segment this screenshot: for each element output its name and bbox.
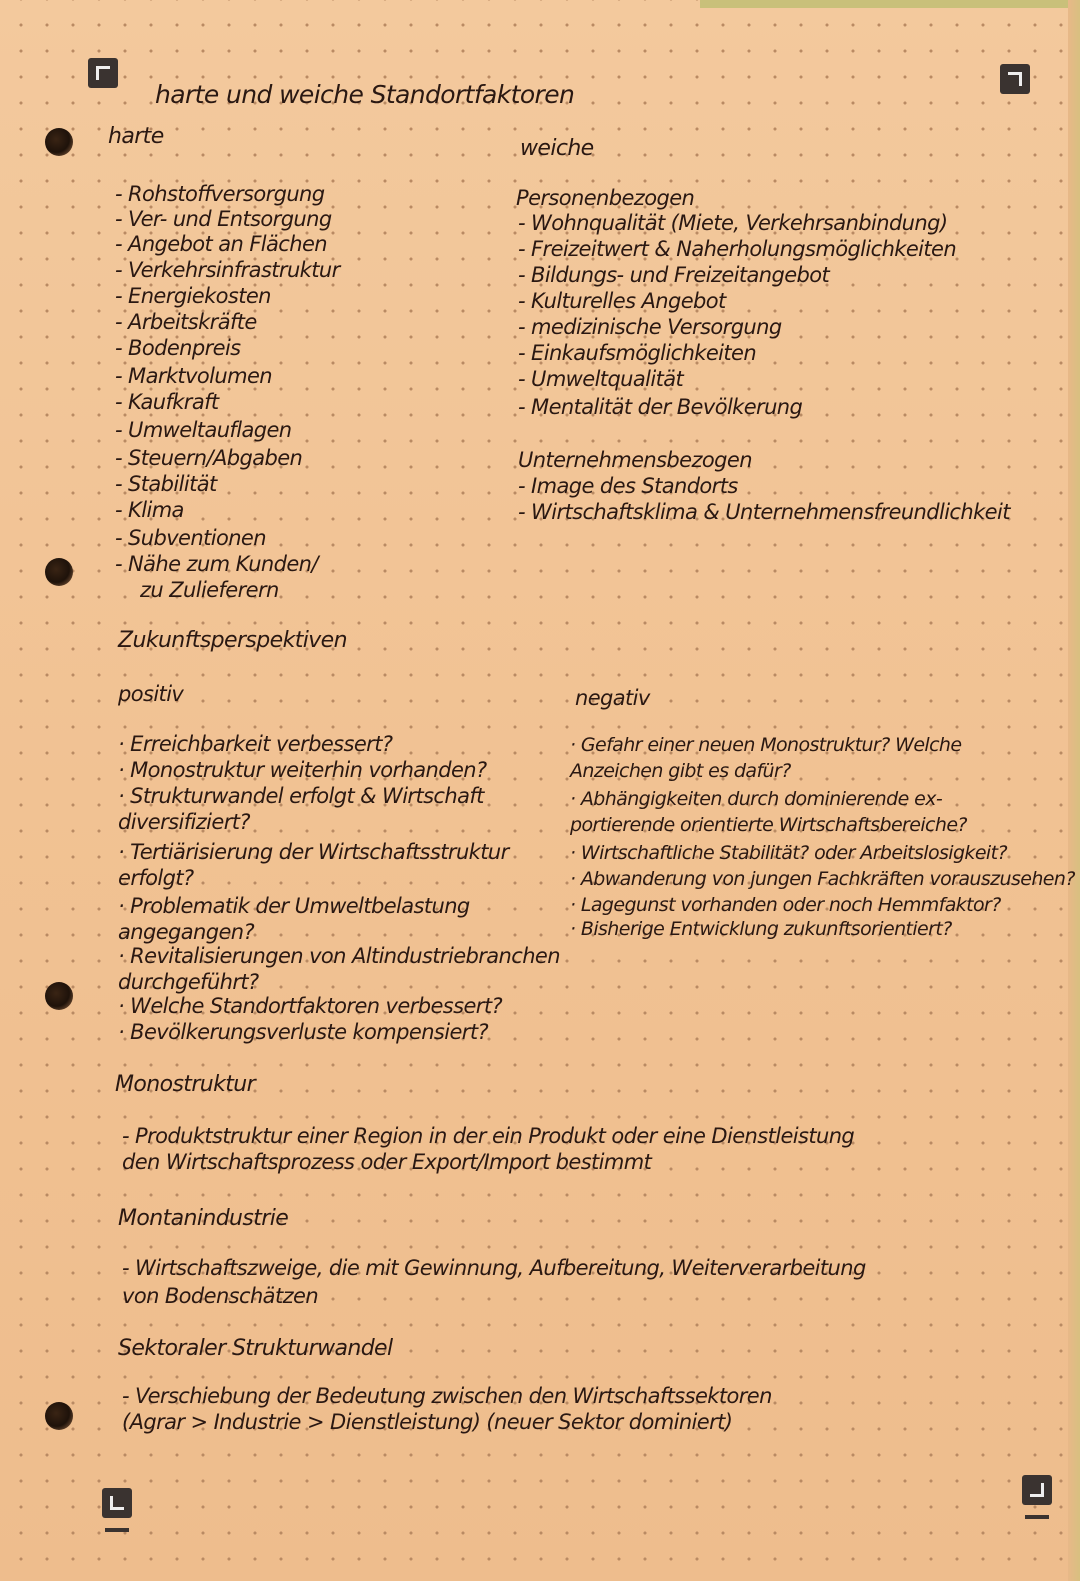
list-item: - Kaufkraft	[115, 390, 219, 414]
list-item: portierende orientierte Wirtschaftsbereiche?	[570, 814, 967, 836]
list-item: angegangen?	[118, 920, 255, 944]
punch-hole	[45, 982, 73, 1010]
list-item: · Monostruktur weiterhin vorhanden?	[118, 758, 487, 782]
list-item: · Strukturwandel erfolgt & Wirtschaft	[118, 784, 484, 808]
list-item: zu Zulieferern	[140, 578, 279, 602]
corner-marker-icon	[102, 1488, 132, 1518]
definition-term: Montanindustrie	[118, 1206, 289, 1231]
definition-term: Monostruktur	[115, 1072, 256, 1097]
list-item: · Welche Standortfaktoren verbessert?	[118, 994, 502, 1018]
list-item: durchgeführt?	[118, 970, 259, 994]
list-item: - Mentalität der Bevölkerung	[518, 395, 803, 419]
list-item: - Energiekosten	[115, 284, 271, 308]
personal-heading: Personenbezogen	[516, 186, 695, 210]
list-item: · Bevölkerungsverluste kompensiert?	[118, 1020, 489, 1044]
list-item: - Subventionen	[115, 526, 266, 550]
list-item: diversifiziert?	[118, 810, 250, 834]
punch-hole	[45, 558, 73, 586]
punch-hole	[45, 128, 73, 156]
hard-heading: harte	[108, 124, 164, 149]
definition-line: - Wirtschaftszweige, die mit Gewinnung, Aufbereitung, Weiterverarbeitung	[122, 1256, 866, 1280]
list-item: - Rohstoffversorgung	[115, 182, 325, 206]
page-title: harte und weiche Standortfaktoren	[155, 80, 575, 109]
definition-line: - Verschiebung der Bedeutung zwischen den Wirtschaftssektoren	[122, 1384, 772, 1408]
corner-bar	[1025, 1515, 1049, 1519]
list-item: · Problematik der Umweltbelastung	[118, 894, 470, 918]
negative-heading: negativ	[575, 686, 650, 710]
corner-marker-icon	[88, 58, 118, 88]
list-item: - Verkehrsinfrastruktur	[115, 258, 340, 282]
corner-marker-icon	[1000, 64, 1030, 94]
corner-marker-icon	[1022, 1475, 1052, 1505]
list-item: · Gefahr einer neuen Monostruktur? Welche	[570, 734, 962, 756]
list-item: · Erreichbarkeit verbessert?	[118, 732, 393, 756]
list-item: - medizinische Versorgung	[518, 315, 782, 339]
list-item: - Ver- und Entsorgung	[115, 207, 332, 231]
punch-hole	[45, 1402, 73, 1430]
list-item: erfolgt?	[118, 866, 194, 890]
list-item: - Angebot an Flächen	[115, 232, 327, 256]
definition-line: (Agrar > Industrie > Dienstleistung) (neuer Sektor dominiert)	[122, 1410, 733, 1434]
list-item: - Arbeitskräfte	[115, 310, 257, 334]
list-item: · Abwanderung von jungen Fachkräften vorauszusehen?	[570, 868, 1075, 890]
list-item: - Wohnqualität (Miete, Verkehrsanbindung)	[518, 211, 948, 235]
list-item: - Umweltqualität	[518, 367, 684, 391]
list-item: - Bodenpreis	[115, 336, 241, 360]
list-item: - Marktvolumen	[115, 364, 272, 388]
list-item: - Klima	[115, 498, 184, 522]
list-item: · Revitalisierungen von Altindustriebranchen	[118, 944, 560, 968]
list-item: - Umweltauflagen	[115, 418, 292, 442]
page-edge-strip	[700, 0, 1080, 8]
company-heading: Unternehmensbezogen	[518, 448, 752, 472]
list-item: - Steuern/Abgaben	[115, 446, 303, 470]
list-item: - Einkaufsmöglichkeiten	[518, 341, 757, 365]
corner-bar	[105, 1528, 129, 1532]
soft-heading: weiche	[520, 136, 594, 161]
positive-heading: positiv	[118, 682, 184, 706]
definition-line: den Wirtschaftsprozess oder Export/Import bestimmt	[122, 1150, 652, 1174]
list-item: - Nähe zum Kunden/	[115, 552, 318, 576]
list-item: - Freizeitwert & Naherholungsmöglichkeiten	[518, 237, 957, 261]
definition-line: - Produktstruktur einer Region in der ein Produkt oder eine Dienstleistung	[122, 1124, 855, 1148]
definition-line: von Bodenschätzen	[122, 1284, 319, 1308]
list-item: - Kulturelles Angebot	[518, 289, 726, 313]
list-item: · Lagegunst vorhanden oder noch Hemmfaktor?	[570, 894, 1001, 916]
future-heading: Zukunftsperspektiven	[118, 628, 347, 653]
list-item: Anzeichen gibt es dafür?	[570, 760, 791, 782]
list-item: - Stabilität	[115, 472, 217, 496]
list-item: - Image des Standorts	[518, 474, 738, 498]
list-item: - Bildungs- und Freizeitangebot	[518, 263, 830, 287]
list-item: - Wirtschaftsklima & Unternehmensfreundlichkeit	[518, 500, 1010, 524]
page-edge-right	[1068, 0, 1080, 1581]
definition-term: Sektoraler Strukturwandel	[118, 1336, 393, 1361]
list-item: · Wirtschaftliche Stabilität? oder Arbeitslosigkeit?	[570, 842, 1007, 864]
list-item: · Bisherige Entwicklung zukunftsorientiert?	[570, 918, 952, 940]
list-item: · Tertiärisierung der Wirtschaftsstruktur	[118, 840, 509, 864]
list-item: · Abhängigkeiten durch dominierende ex-	[570, 788, 943, 810]
